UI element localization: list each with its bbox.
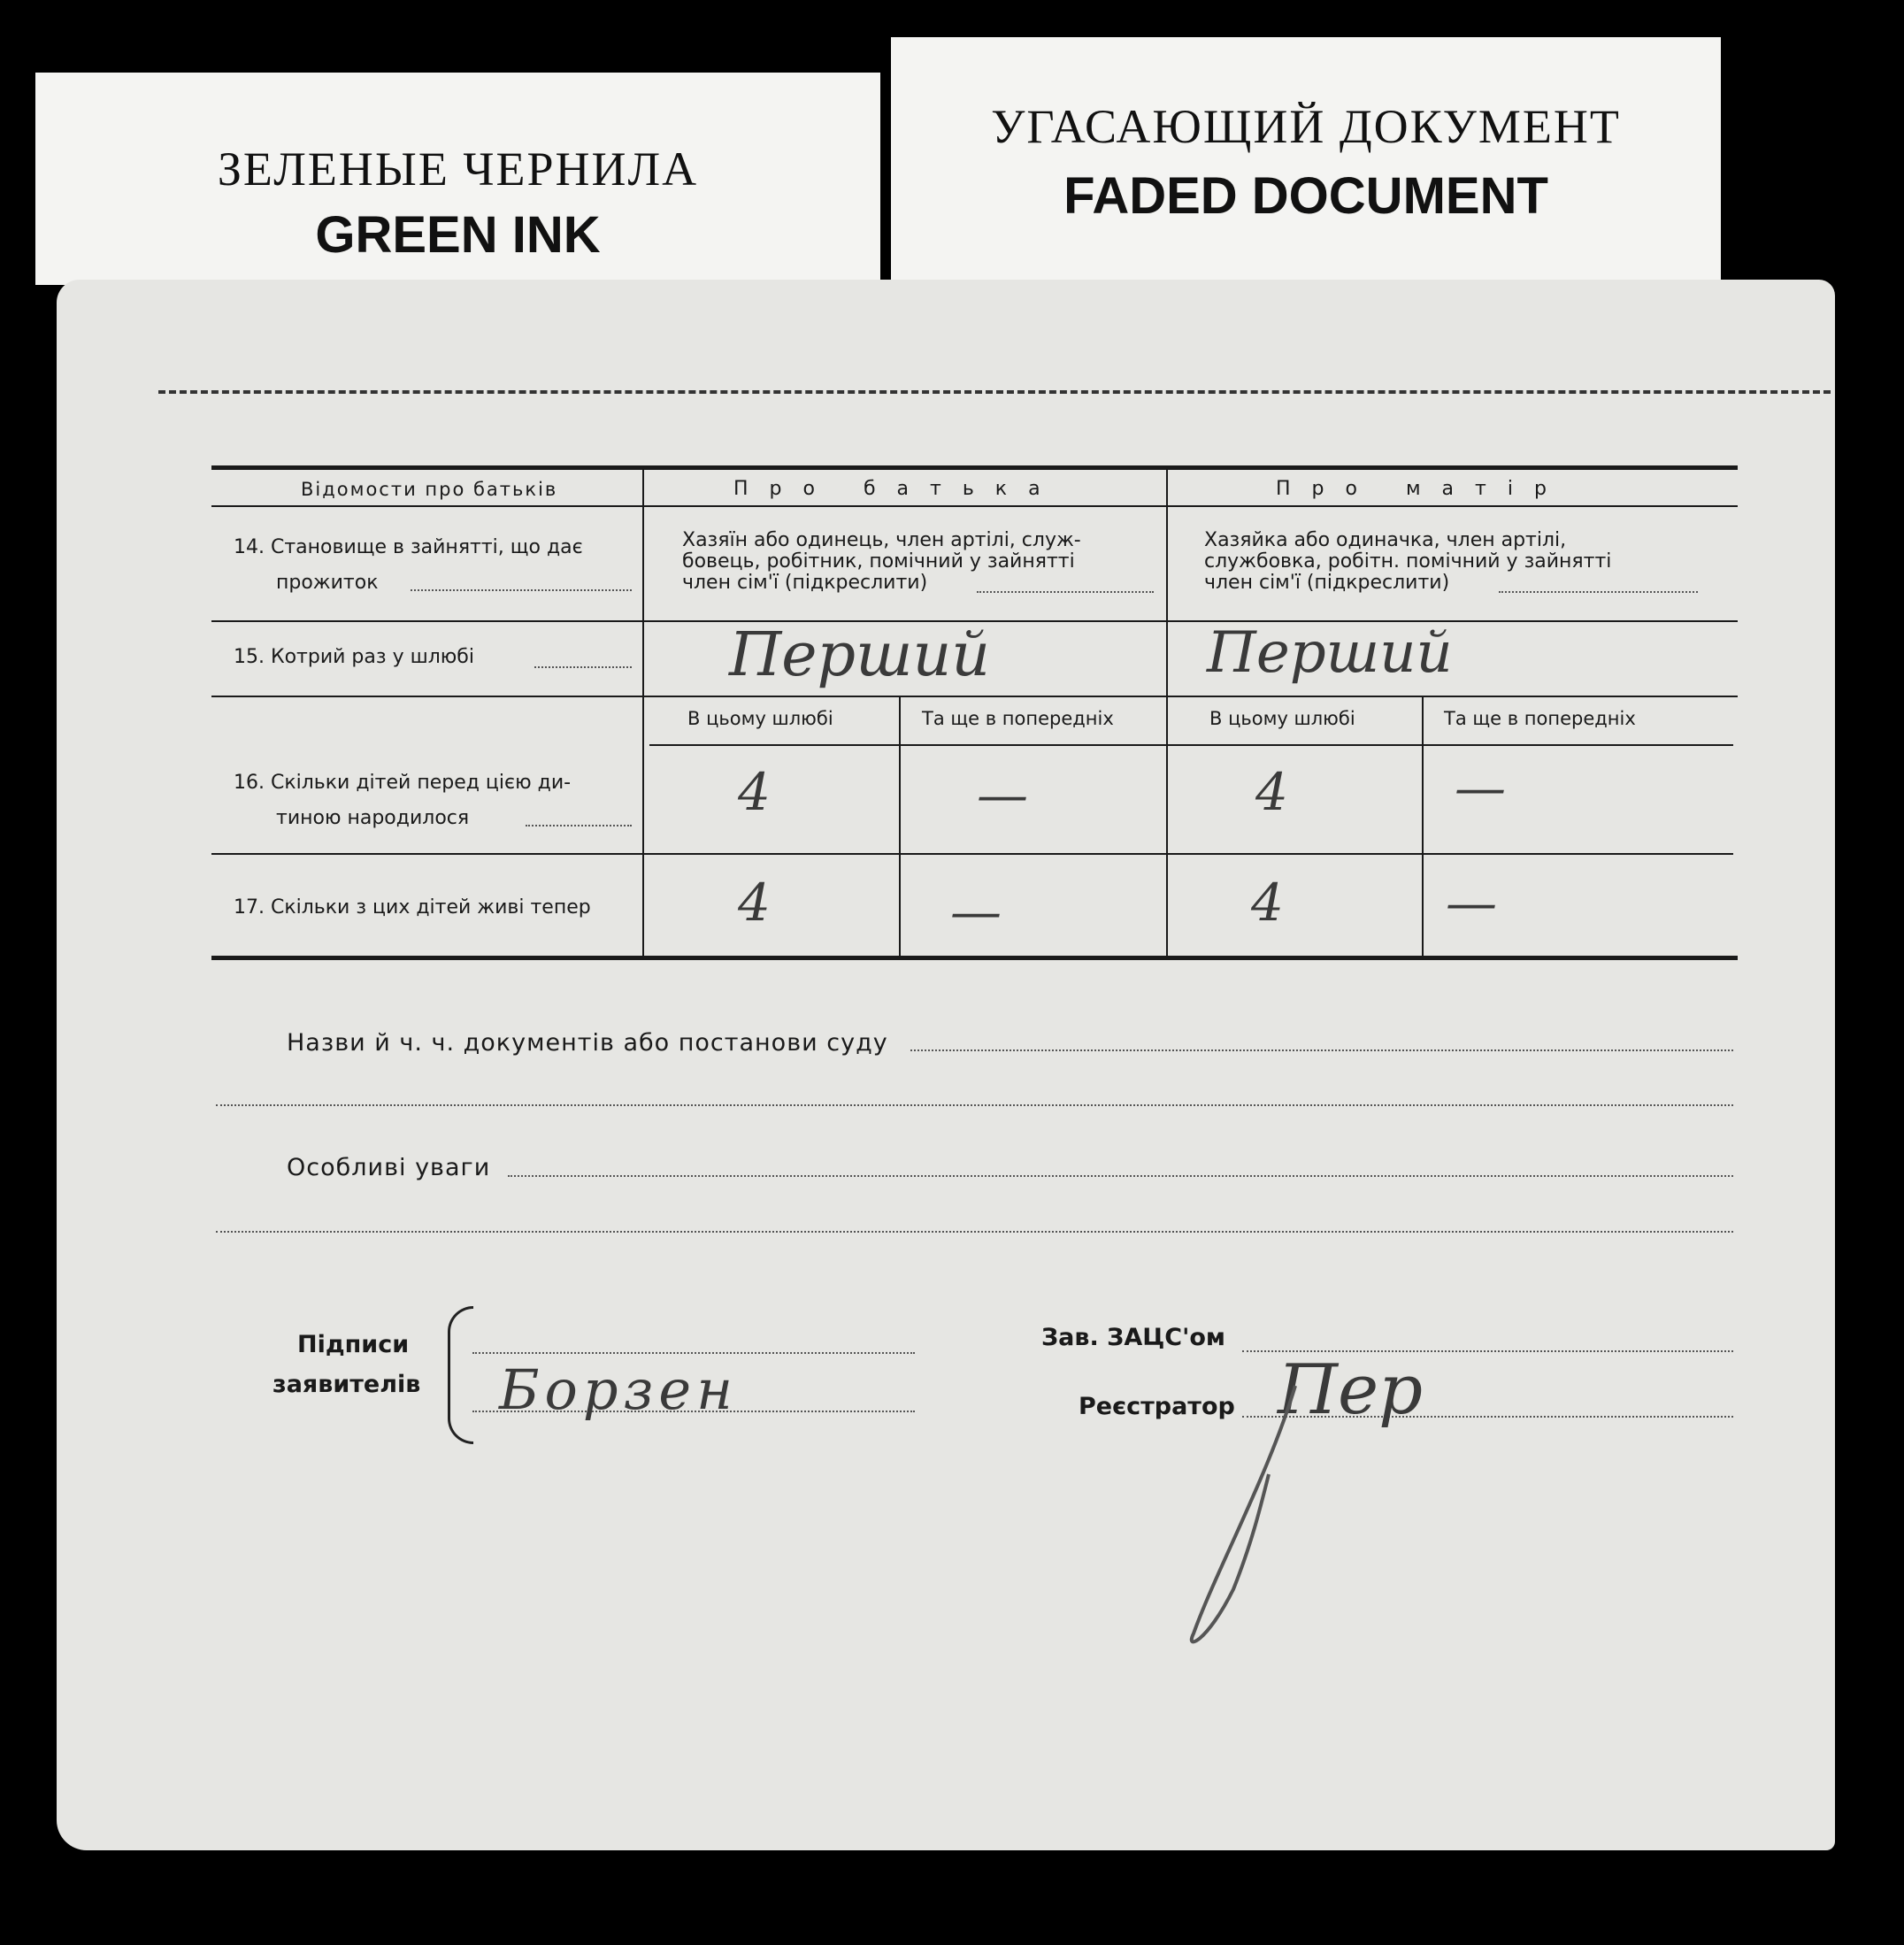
green-ink-label-en: GREEN INK: [315, 206, 601, 264]
documents-label: Назви й ч. ч. документів або постанови суду: [287, 1029, 888, 1057]
header-parents-info: Відомости про батьків: [301, 479, 558, 500]
row15-mother-value: Перший: [1207, 620, 1453, 686]
mother-subheader-prev: Та ще в попередніх: [1444, 708, 1636, 729]
header-father: Про батька: [733, 478, 1062, 500]
perforation-line: [158, 390, 1831, 394]
row17-mother-this: 4: [1251, 873, 1284, 933]
table-header-rule: [211, 505, 1738, 507]
row17-father-this: 4: [738, 873, 771, 933]
documents-dots-line1: [910, 1049, 1733, 1051]
father-subheader-prev: Та ще в попередніх: [922, 708, 1114, 729]
parents-divider: [1166, 470, 1168, 957]
special-notes-dots-line2: [216, 1231, 1733, 1233]
row15-rule: [211, 696, 1738, 697]
documents-dots-line2: [216, 1104, 1733, 1106]
row14-mother-line2: службовка, робітн. помічний у зайнятті: [1204, 550, 1612, 573]
row14-father-line1: Хазяїн або одинець, член артілі, служ-: [682, 529, 1081, 551]
header-mother: Про матір: [1276, 478, 1568, 500]
row14-label-line2: прожиток: [276, 572, 379, 594]
row16-label-line1: 16. Скільки дітей перед цією ди-: [234, 772, 572, 794]
applicant-signature-line1: [472, 1352, 915, 1354]
row16-rule: [211, 853, 1733, 855]
special-notes-label: Особливі уваги: [287, 1154, 491, 1181]
applicant-signature: Борзен: [499, 1357, 738, 1422]
green-ink-label-ru: ЗЕЛЕНЫЕ ЧЕРНИЛА: [217, 142, 699, 196]
subheader-rule: [649, 744, 1733, 746]
row17-father-prev: —: [950, 881, 1002, 942]
row15-leader-dots: [534, 666, 632, 668]
row15-father-value: Перший: [729, 620, 991, 690]
row16-father-this: 4: [738, 762, 771, 822]
signature-stroke: [1192, 1386, 1295, 1641]
applicants-label-line2: заявителів: [273, 1371, 421, 1398]
row15-label: 15. Котрий раз у шлюбі: [234, 646, 474, 668]
row17-label: 17. Скільки з цих дітей живі тепер: [234, 896, 591, 919]
head-of-registry-label: Зав. ЗАЦС'ом: [1041, 1324, 1225, 1351]
document-sheet: [57, 280, 1835, 1850]
row16-mother-this: 4: [1255, 762, 1288, 822]
row16-label-line2: тиною народилося: [276, 807, 470, 829]
row14-leader-dots: [411, 589, 632, 591]
row16-father-prev: —: [977, 765, 1028, 825]
table-top-rule: [211, 465, 1738, 470]
registrar-signature: Пер: [1278, 1350, 1424, 1430]
row14-father-line2: бовець, робітник, помічний у зайнятті: [682, 550, 1075, 573]
faded-document-label-ru: УГАСАЮЩИЙ ДОКУМЕНТ: [991, 100, 1621, 153]
father-subdivider: [899, 696, 901, 957]
row14-label-line1: 14. Становище в зайнятті, що дає: [234, 536, 583, 558]
col1-divider: [642, 470, 644, 957]
row17-mother-prev: —: [1446, 873, 1497, 933]
row16-mother-prev: —: [1455, 757, 1506, 818]
row14-father-line3: член сім'ї (підкреслити): [682, 572, 928, 594]
applicants-brace: [448, 1306, 473, 1444]
faded-document-label-card: [891, 37, 1721, 285]
row14-mother-line1: Хазяйка або одиначка, член артілі,: [1204, 529, 1567, 551]
row16-leader-dots: [526, 825, 632, 826]
mother-subheader-this: В цьому шлюбі: [1209, 708, 1355, 729]
applicants-label-line1: Підписи: [297, 1331, 410, 1358]
row14-father-dots: [977, 591, 1154, 593]
special-notes-dots-line1: [508, 1175, 1733, 1177]
mother-subdivider: [1422, 696, 1424, 957]
green-ink-label-card: [35, 73, 880, 285]
table-bottom-rule: [211, 956, 1738, 960]
row14-mother-line3: член сім'ї (підкреслити): [1204, 572, 1450, 594]
faded-document-label-en: FADED DOCUMENT: [1063, 167, 1548, 225]
father-subheader-this: В цьому шлюбі: [687, 708, 833, 729]
registrar-signature-flourish: [1163, 1368, 1340, 1660]
row14-mother-dots: [1499, 591, 1698, 593]
registrar-label: Реєстратор: [1079, 1393, 1235, 1420]
